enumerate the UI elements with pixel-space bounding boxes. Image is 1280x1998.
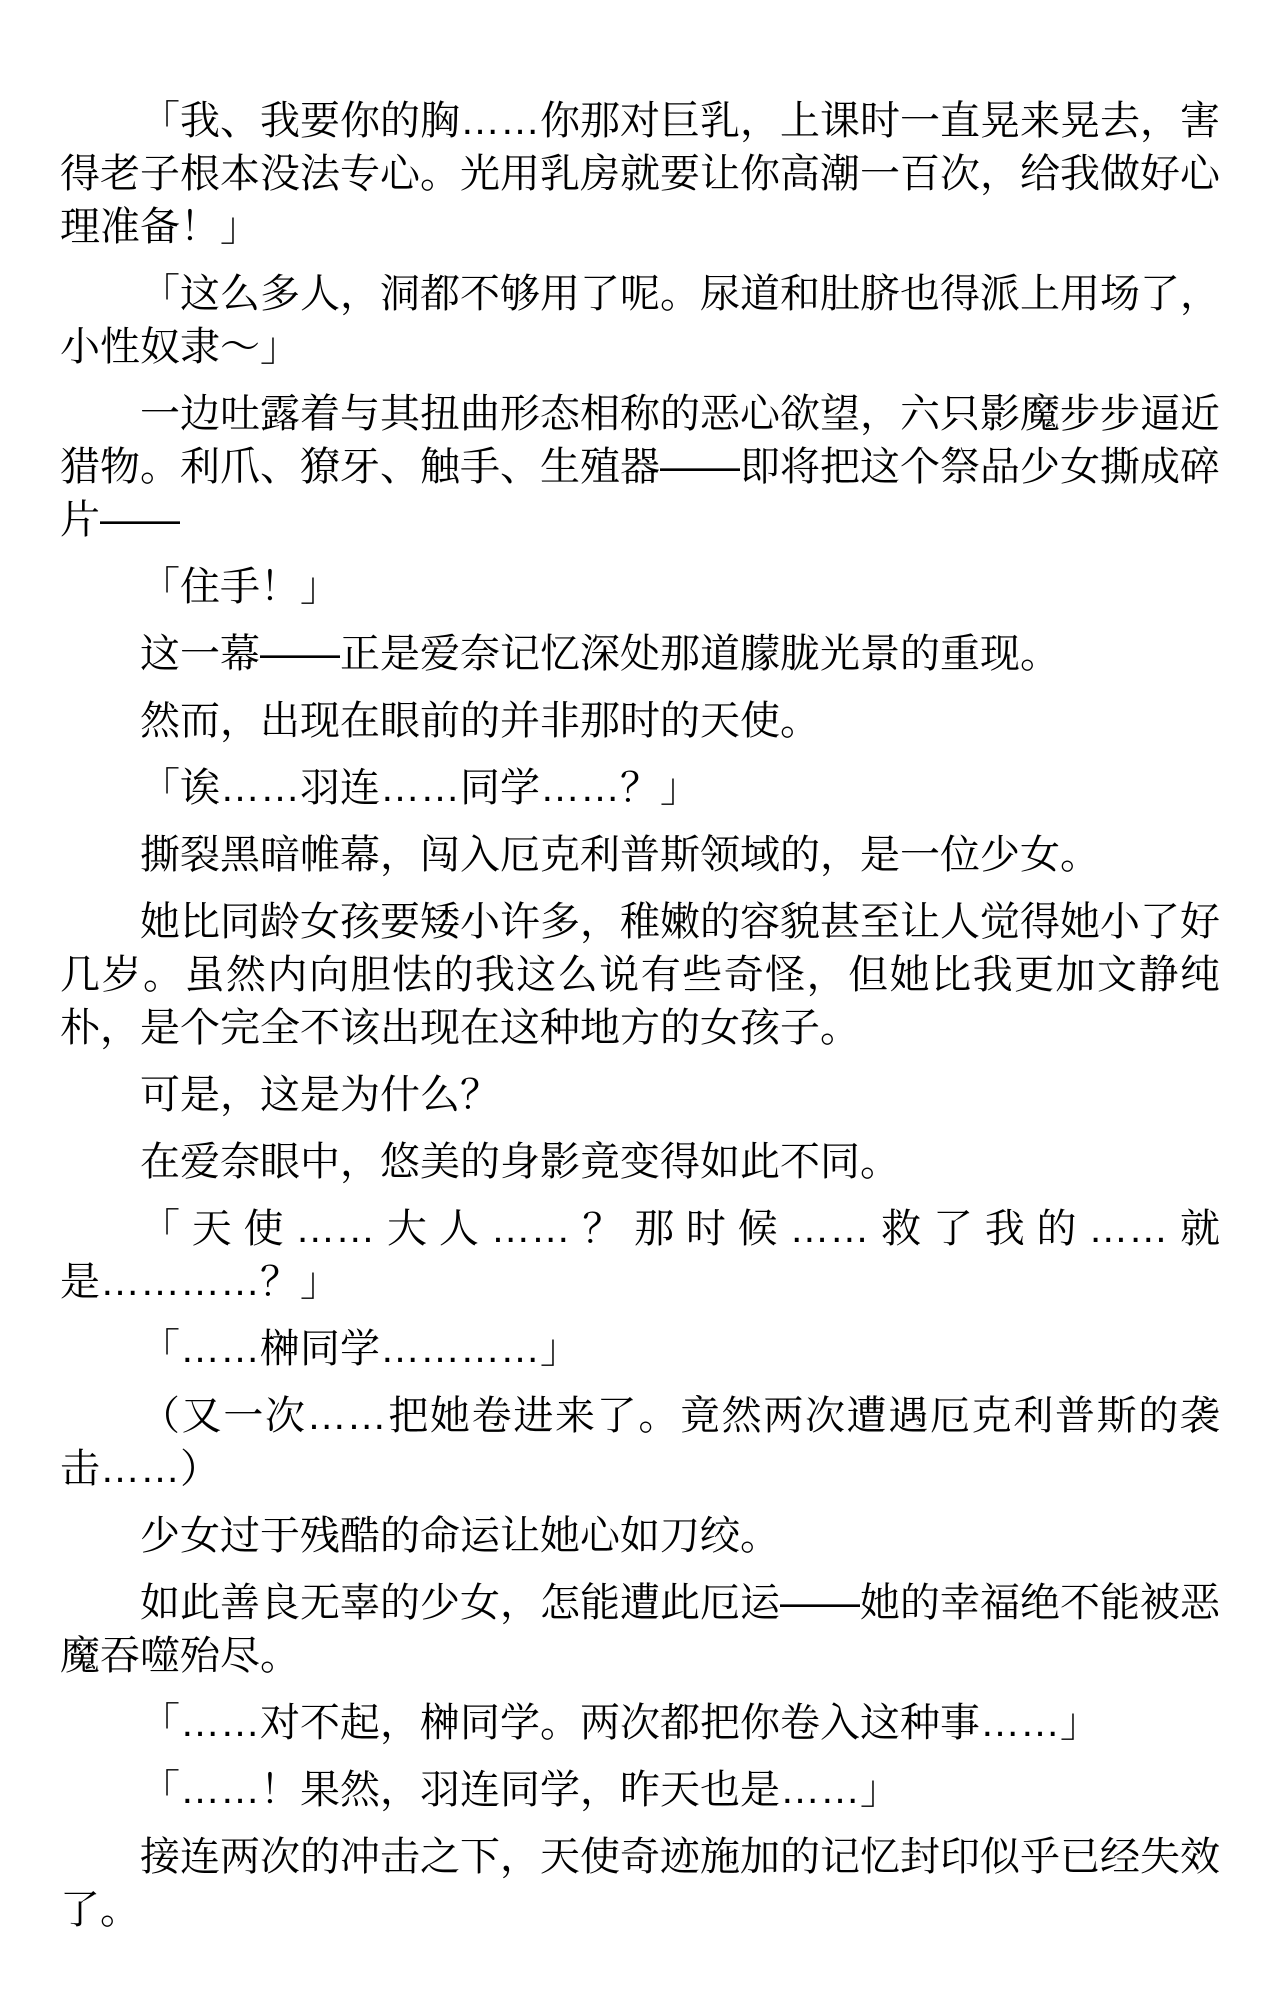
paragraph: 这一幕——正是爱奈记忆深处那道朦胧光景的重现。: [140, 632, 1060, 676]
paragraph: 接连两次的冲击之下，天使奇迹施加的记忆封印似乎已经失效了。: [60, 1835, 1220, 1932]
paragraph: 「……对不起，榊同学。两次都把你卷入这种事……」: [140, 1701, 1100, 1745]
paragraph: 「诶……羽连……同学……？」: [140, 766, 700, 810]
paragraph: 她比同龄女孩要矮小许多，稚嫩的容貌甚至让人觉得她小了好几岁。虽然内向胆怯的我这么说有些奇怪，但她比我更加文静纯朴，是个完全不该出现在这种地方的女孩子。: [60, 900, 1220, 1050]
paragraph: 然而，出现在眼前的并非那时的天使。: [140, 699, 820, 743]
paragraph: 「住手！」: [140, 565, 340, 609]
paragraph: 「天使……大人……？那时候……救了我的……就是…………？」: [60, 1207, 1220, 1304]
paragraph: 在爱奈眼中，悠美的身影竟变得如此不同。: [140, 1140, 900, 1184]
novel-text-block: [60, 95, 1220, 1937]
paragraph: 撕裂黑暗帷幕，闯入厄克利普斯领域的，是一位少女。: [140, 833, 1100, 877]
paragraph: （又一次……把她卷进来了。竟然两次遭遇厄克利普斯的袭击……）: [60, 1394, 1220, 1491]
paragraph: 一边吐露着与其扭曲形态相称的恶心欲望，六只影魔步步逼近猎物。利爪、獠牙、触手、生殖器——即将把这个祭品少女撕成碎片——: [60, 392, 1220, 542]
paragraph: 如此善良无辜的少女，怎能遭此厄运——她的幸福绝不能被恶魔吞噬殆尽。: [60, 1581, 1220, 1678]
paragraph: 「……榊同学…………」: [140, 1327, 580, 1371]
paragraph: 「这么多人，洞都不够用了呢。尿道和肚脐也得派上用场了，小性奴隶～」: [60, 272, 1220, 369]
paragraph: 「我、我要你的胸……你那对巨乳，上课时一直晃来晃去，害得老子根本没法专心。光用乳房就要让你高潮一百次，给我做好心理准备！」: [60, 99, 1220, 249]
paragraph: 「……！果然，羽连同学，昨天也是……」: [140, 1768, 900, 1812]
paragraph: 可是，这是为什么？: [140, 1073, 500, 1117]
paragraph: 少女过于残酷的命运让她心如刀绞。: [140, 1514, 780, 1558]
